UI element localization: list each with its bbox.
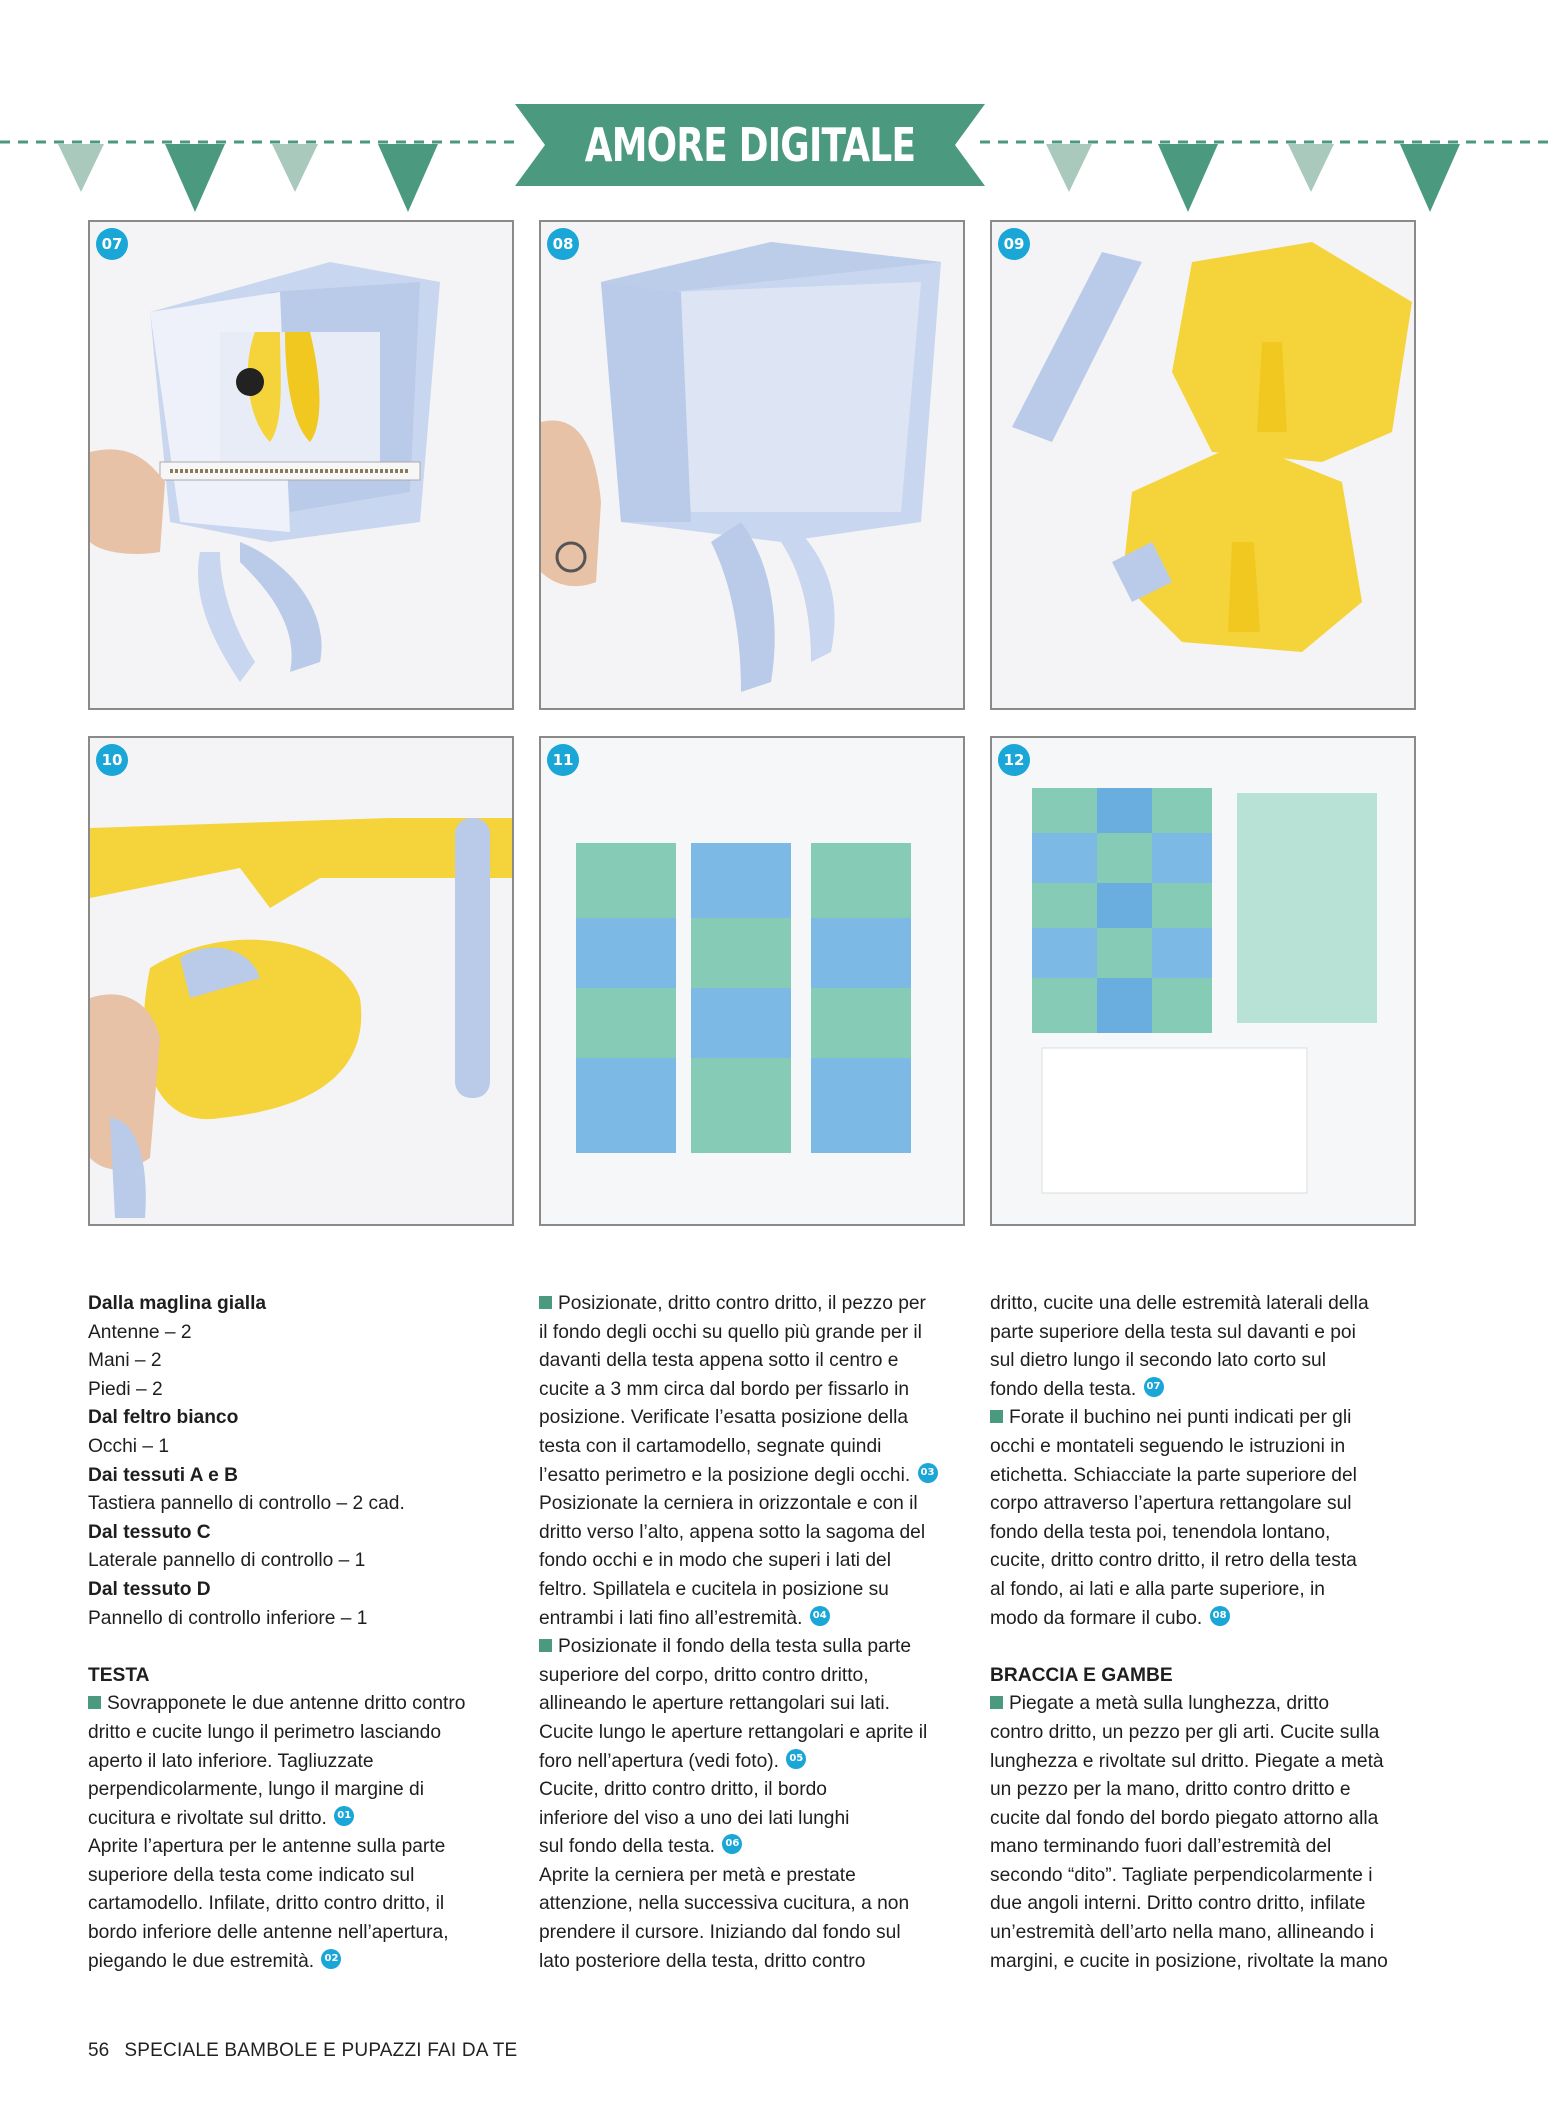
text-line: lunghezza e rivoltate sul dritto. Piegate a metà [990, 1750, 1384, 1772]
text-line: l’esatto perimetro e la posizione degli occhi. 03 [539, 1462, 979, 1491]
text-line: parte superiore della testa sul davanti e poi [990, 1321, 1356, 1343]
text-line: Cucite, dritto contro dritto, il bordo [539, 1779, 827, 1801]
step-ref-icon: 08 [1210, 1606, 1230, 1626]
text-line: etichetta. Schiacciate la parte superiore del [990, 1464, 1357, 1486]
material-heading: Dal tessuto D [88, 1578, 211, 1600]
text-line: un’estremità dell’arto nella mano, allineando i [990, 1922, 1374, 1944]
material-item: Occhi – 1 [88, 1435, 170, 1457]
material-item: Laterale pannello di controllo – 1 [88, 1550, 366, 1572]
text-line: Aprite la cerniera per metà e prestate [539, 1864, 856, 1886]
text-line: fondo occhi e in modo che superi i lati del [539, 1550, 891, 1572]
paragraph: Forate il buchino nei punti indicati per gli [990, 1404, 1430, 1433]
text-line: cartamodello. Infilate, dritto contro dritto, il [88, 1893, 445, 1915]
text-line: secondo “dito”. Tagliate perpendicolarmente i [990, 1864, 1373, 1886]
material-heading: Dalla maglina gialla [88, 1293, 267, 1314]
text-line: un pezzo per la mano, dritto contro dritto e [990, 1779, 1351, 1801]
text-line: modo da formare il cubo. 08 [990, 1605, 1430, 1634]
paragraph: Posizionate, dritto contro dritto, il pezzo per [539, 1290, 979, 1319]
text-column-1 [88, 1290, 528, 1976]
page-number: 56 [88, 2040, 110, 2061]
material-item: Mani – 2 [88, 1350, 162, 1372]
text-line: aperto il lato inferiore. Tagliuzzate [88, 1750, 374, 1772]
text-line: testa con il cartamodello, segnate quindi [539, 1435, 882, 1457]
magazine-title: SPECIALE BAMBOLE E PUPAZZI FAI DA TE [124, 2040, 518, 2061]
text-line: foro nell’apertura (vedi foto). 05 [539, 1748, 979, 1777]
page-title: AMORE DIGITALE [584, 118, 916, 172]
photo-step-11 [539, 736, 965, 1226]
text-line: cucite, dritto contro dritto, il retro della testa [990, 1550, 1357, 1572]
text-line: lato posteriore della testa, dritto contro [539, 1950, 866, 1972]
photo-step-10 [88, 736, 514, 1226]
text-line: fondo della testa poi, tenendola lontano, [990, 1521, 1331, 1543]
paragraph: Piegate a metà sulla lunghezza, dritto [990, 1690, 1430, 1719]
text-line: Cucite lungo le aperture rettangolari e aprite il [539, 1721, 928, 1743]
photo-step-08 [539, 220, 965, 710]
title-banner [515, 104, 985, 186]
text-line: piegando le due estremità. 02 [88, 1948, 528, 1977]
text-line: allineando le aperture rettangolari sui lati. [539, 1693, 890, 1715]
text-line: al fondo, ai lati e alla parte superiore, in [990, 1578, 1325, 1600]
text-line: davanti della testa appena sotto il centro e [539, 1350, 899, 1372]
text-line: cucitura e rivoltate sul dritto. 01 [88, 1805, 528, 1834]
step-ref-icon: 03 [918, 1463, 938, 1483]
text-line: corpo attraverso l’apertura rettangolare sul [990, 1493, 1352, 1515]
material-heading: Dai tessuti A e B [88, 1464, 238, 1486]
text-line: sul dietro lungo il secondo lato corto sul [990, 1350, 1326, 1372]
bullet-square-icon [539, 1296, 552, 1309]
step-badge: 09 [998, 228, 1030, 260]
text-line: superiore del corpo, dritto contro dritto, [539, 1664, 869, 1686]
text-line: sul fondo della testa. 06 [539, 1833, 979, 1862]
step-badge: 07 [96, 228, 128, 260]
material-heading: Dal tessuto C [88, 1521, 211, 1543]
step-ref-icon: 01 [334, 1806, 354, 1826]
step-ref-icon: 06 [722, 1834, 742, 1854]
text-line: dritto e cucite lungo il perimetro lasciando [88, 1721, 442, 1743]
material-item: Pannello di controllo inferiore – 1 [88, 1607, 368, 1629]
material-item: Tastiera pannello di controllo – 2 cad. [88, 1493, 405, 1515]
bullet-square-icon [990, 1696, 1003, 1709]
step-ref-icon: 04 [810, 1606, 830, 1626]
text-line: bordo inferiore delle antenne nell’apertura, [88, 1922, 449, 1944]
text-line: attenzione, nella successiva cucitura, a non [539, 1893, 910, 1915]
text-line: contro dritto, un pezzo per gli arti. Cucite sulla [990, 1721, 1380, 1743]
step-ref-icon: 07 [1144, 1377, 1164, 1397]
section-heading-braccia: BRACCIA E GAMBE [990, 1664, 1173, 1686]
text-line: occhi e montateli seguendo le istruzioni in [990, 1435, 1346, 1457]
text-line: inferiore del viso a uno dei lati lunghi [539, 1807, 850, 1829]
step-ref-icon: 02 [321, 1949, 341, 1969]
step-ref-icon: 05 [786, 1749, 806, 1769]
step-badge: 11 [547, 744, 579, 776]
step-badge: 12 [998, 744, 1030, 776]
bullet-square-icon [88, 1696, 101, 1709]
photo-step-07 [88, 220, 514, 710]
text-line: perpendicolarmente, lungo il margine di [88, 1779, 424, 1801]
step-badge: 08 [547, 228, 579, 260]
text-line: margini, e cucite in posizione, rivoltate la mano [990, 1950, 1388, 1972]
text-line: mano terminando fuori dall’estremità del [990, 1836, 1332, 1858]
photo-step-09 [990, 220, 1416, 710]
text-line: il fondo degli occhi su quello più grande per il [539, 1321, 922, 1343]
bullet-square-icon [990, 1410, 1003, 1423]
paragraph: Posizionate il fondo della testa sulla parte [539, 1633, 979, 1662]
text-column-2 [539, 1290, 979, 1976]
text-column-3 [990, 1290, 1430, 1976]
text-line: cucite a 3 mm circa dal bordo per fissarlo in [539, 1378, 910, 1400]
material-item: Antenne – 2 [88, 1321, 192, 1343]
step-badge: 10 [96, 744, 128, 776]
bullet-square-icon [539, 1639, 552, 1652]
text-line: fondo della testa. 07 [990, 1376, 1430, 1405]
text-line: feltro. Spillatela e cucitela in posizione su [539, 1578, 889, 1600]
photo-step-12 [990, 736, 1416, 1226]
text-line: cucite dal fondo del bordo piegato attorno alla [990, 1807, 1379, 1829]
section-heading-testa: TESTA [88, 1664, 150, 1686]
text-line: dritto verso l’alto, appena sotto la sagoma del [539, 1521, 926, 1543]
paragraph: Sovrapponete le due antenne dritto contro [88, 1690, 528, 1719]
text-line: entrambi i lati fino all’estremità. 04 [539, 1605, 979, 1634]
material-heading: Dal feltro bianco [88, 1407, 239, 1429]
text-line: prendere il cursore. Iniziando dal fondo sul [539, 1922, 901, 1944]
text-line: Posizionate la cerniera in orizzontale e con il [539, 1493, 918, 1515]
text-line: superiore della testa come indicato sul [88, 1864, 415, 1886]
material-item: Piedi – 2 [88, 1378, 163, 1400]
page-footer [88, 2040, 517, 2062]
text-line: due angoli interni. Dritto contro dritto, infilate [990, 1893, 1366, 1915]
text-line: Aprite l’apertura per le antenne sulla parte [88, 1836, 446, 1858]
text-line: posizione. Verificate l’esatta posizione della [539, 1407, 909, 1429]
text-line: dritto, cucite una delle estremità laterali della [990, 1293, 1369, 1314]
